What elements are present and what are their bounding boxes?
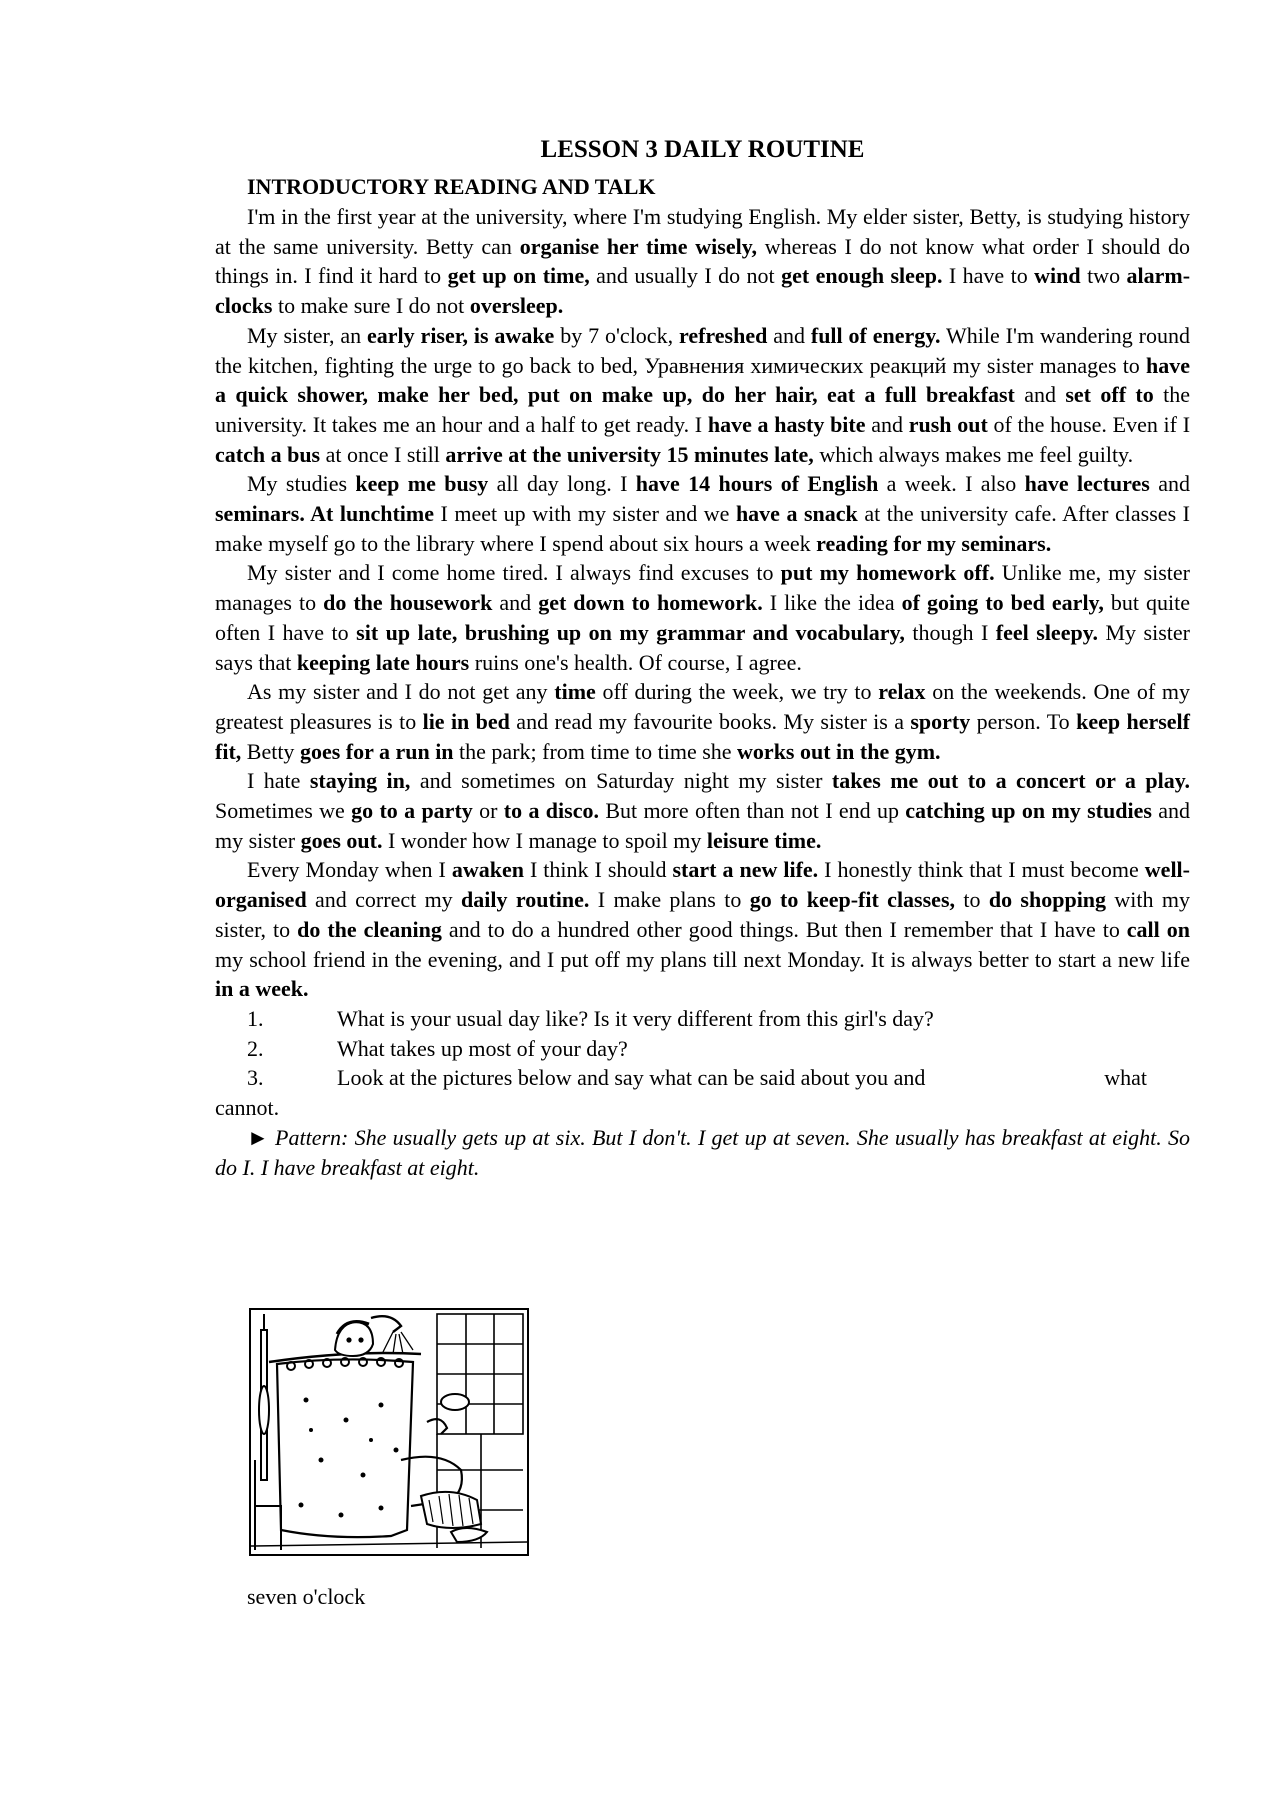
text-run: at once I still — [320, 441, 446, 467]
paragraph — [215, 855, 1190, 1004]
key-phrase: rush out — [908, 411, 988, 437]
text-run: a week. I also — [878, 471, 1025, 497]
text-run: and correct my — [306, 887, 462, 913]
key-phrase: daily routine. — [461, 887, 590, 913]
text-run: and sometimes on Saturday night my sister — [410, 768, 832, 794]
key-phrase: awaken — [451, 857, 524, 883]
water-spray — [383, 1332, 413, 1354]
key-phrase: organise her time wisely, — [519, 233, 757, 259]
text-run: My sister and I come home tired. I always find excuses to — [247, 560, 781, 586]
text-run: at the university cafe. After classes I make myself go to the library where I spend about six hours a week — [215, 501, 1190, 556]
text-run: my school friend in the evening, and I put off my plans till next Monday. It is always better to start a new life — [215, 946, 1190, 972]
key-phrase: get down to homework. — [538, 590, 763, 616]
text-run: I honestly think that I must become — [818, 857, 1145, 883]
key-phrase: have a quick shower, make her bed, put on make up, do her hair, eat a full breakfast — [215, 352, 1190, 408]
question-text-tail: what — [1104, 1065, 1147, 1091]
text-run: But more often than not I end up — [598, 798, 906, 824]
key-phrase: do the housework — [323, 590, 493, 616]
question-item — [215, 1004, 1190, 1034]
text-run: My studies — [247, 471, 356, 497]
key-phrase: sporty — [910, 708, 971, 734]
text-run: and to do a hundred other good things. But then I remember that I have to — [441, 916, 1127, 942]
question-item — [215, 1034, 1190, 1064]
key-phrase: to a disco. — [503, 798, 599, 824]
text-run: with my sister, to — [215, 887, 1190, 942]
key-phrase: go to a party — [351, 798, 473, 824]
text-run: the park; from time to time she — [453, 738, 738, 764]
text-run: ruins one's health. Of course, I agree. — [469, 649, 802, 675]
text-run: I wonder how I manage to spoil my — [382, 827, 707, 853]
question-text-continued: cannot. — [215, 1095, 280, 1121]
question-number: 2. — [247, 1035, 264, 1061]
question-text: What is your usual day like? Is it very different from this girl's day? — [337, 1005, 934, 1031]
key-phrase: get up on time, — [447, 263, 590, 289]
text-run: Betty — [241, 738, 300, 764]
text-run: of the house. Even if I — [987, 411, 1191, 437]
key-phrase: relax — [878, 679, 926, 705]
key-phrase: alarm-clocks — [215, 263, 1191, 319]
text-run: Sometimes we — [215, 798, 352, 824]
text-run: all day long. I — [488, 471, 636, 497]
text-run: and — [492, 590, 539, 616]
question-number: 3. — [247, 1065, 264, 1091]
shower-illustration — [249, 1308, 529, 1556]
question-item — [215, 1063, 1190, 1122]
text-run: and usually I do not — [589, 263, 782, 289]
shower-head — [371, 1316, 401, 1332]
key-phrase: get enough sleep. — [781, 263, 943, 289]
text-run: or — [472, 798, 504, 824]
key-phrase: have a snack — [735, 501, 858, 527]
figure-caption: seven o'clock — [247, 1584, 366, 1609]
key-phrase: seminars. At lunchtime — [215, 501, 434, 527]
key-phrase: call on — [1126, 916, 1190, 942]
key-phrase: well-organised — [215, 857, 1190, 913]
key-phrase: start a new life. — [672, 857, 819, 883]
key-phrase: full of energy. — [810, 322, 941, 348]
text-run: and — [767, 322, 811, 348]
key-phrase: wind — [1034, 263, 1081, 289]
key-phrase: do shopping — [988, 887, 1107, 913]
text-run: person. To — [970, 708, 1077, 734]
text-run: whereas I do not know what order I should do things in. I find it hard to — [215, 233, 1191, 289]
paragraph — [215, 469, 1190, 558]
text-run: the university. It takes me an hour and a half to get ready. I — [215, 382, 1190, 437]
document-page — [215, 132, 1190, 1182]
question-number: 1. — [247, 1005, 264, 1031]
floor-line — [251, 1542, 527, 1546]
text-run: though I — [904, 619, 996, 645]
question-text: Look at the pictures below and say what can be said about you and — [337, 1065, 926, 1091]
key-phrase: put my homework off. — [780, 560, 995, 586]
text-run: I'm in the first year at the university, where I'm studying English. My elder sister, Betty, is studying history at the same university. Betty can — [215, 204, 1190, 259]
key-phrase: leisure time. — [706, 827, 822, 853]
text-run: on the weekends. One of my greatest pleasures is to — [215, 679, 1190, 734]
key-phrase: in a week. — [215, 976, 309, 1002]
text-run: My sister says that — [215, 619, 1190, 675]
pattern-text: Pattern: She usually gets up at six. But I don't. I get up at seven. She usually has breakfast at eight. So do I. I have breakfast at eight. — [215, 1124, 1190, 1180]
key-phrase: goes for a run in — [299, 738, 454, 764]
key-phrase: keep me busy — [355, 471, 489, 497]
key-phrase: lie in bed — [422, 708, 510, 734]
text-run: I meet up with my sister and we — [434, 501, 736, 527]
text-run: My sister, an — [247, 322, 368, 348]
lesson-title: LESSON 3 DAILY ROUTINE — [540, 136, 865, 163]
pattern-example — [215, 1123, 1190, 1182]
key-phrase: of going to bed early, — [901, 590, 1104, 616]
key-phrase: arrive at the university 15 minutes late, — [445, 441, 814, 467]
text-run: and read my favourite books. My sister is a — [509, 708, 911, 734]
text-run: but quite often I have to — [215, 590, 1190, 645]
key-phrase: staying in, — [309, 768, 411, 794]
paragraph — [215, 202, 1190, 321]
key-phrase: keeping late hours — [296, 649, 470, 675]
text-run: As my sister and I do not get any — [247, 679, 555, 705]
text-run: off during the week, we try to — [595, 679, 879, 705]
key-phrase: sit up late, brushing up on my grammar and vocabulary, — [356, 619, 905, 645]
key-phrase: refreshed — [678, 322, 768, 348]
shower-curtain — [277, 1359, 413, 1537]
text-run: to make sure I do not — [272, 293, 470, 319]
key-phrase: early riser, is awake — [367, 322, 555, 348]
key-phrase: set off to — [1065, 382, 1154, 408]
key-phrase: go to keep-fit classes, — [749, 887, 956, 913]
key-phrase: have 14 hours of English — [635, 471, 879, 497]
text-run: which always makes me feel guilty. — [813, 441, 1134, 467]
key-phrase: works out in the gym. — [737, 738, 941, 764]
key-phrase: have a hasty bite — [707, 411, 866, 437]
key-phrase: catch a bus — [215, 441, 321, 467]
question-list — [215, 1004, 1190, 1123]
text-run: by 7 o'clock, — [554, 322, 679, 348]
key-phrase: time — [554, 679, 596, 705]
paragraph — [215, 558, 1190, 677]
paragraph — [215, 321, 1190, 470]
key-phrase: reading for my seminars. — [816, 530, 1052, 556]
text-run: and my sister — [215, 798, 1191, 853]
key-phrase: do the cleaning — [297, 916, 442, 942]
text-run: two — [1080, 263, 1127, 289]
text-run: While I'm wandering round the kitchen, fighting the urge to go back to bed, Уравнения химических реакций my sister manages to — [215, 322, 1191, 378]
key-phrase: catching up on my studies — [905, 798, 1152, 824]
text-run: I make plans to — [589, 887, 750, 913]
paragraph — [215, 677, 1190, 766]
text-run: I have to — [942, 263, 1035, 289]
text-run: to — [955, 887, 989, 913]
text-run: and — [1014, 382, 1066, 408]
text-run: I think I should — [523, 857, 673, 883]
text-run: I hate — [247, 768, 310, 794]
section-heading: INTRODUCTORY READING AND TALK — [247, 174, 656, 199]
key-phrase: have lectures — [1024, 471, 1150, 497]
key-phrase: goes out. — [300, 827, 383, 853]
key-phrase: oversleep. — [469, 293, 564, 319]
text-run: I like the idea — [762, 590, 902, 616]
paragraph — [215, 766, 1190, 855]
reading-text — [215, 202, 1190, 1004]
key-phrase: feel sleepy. — [995, 619, 1098, 645]
arrow-icon: ► — [247, 1124, 269, 1150]
key-phrase: takes me out to a concert or a play. — [831, 768, 1190, 794]
text-run: and — [865, 411, 909, 437]
question-text: What takes up most of your day? — [337, 1035, 628, 1061]
key-phrase: keep herself fit, — [215, 708, 1190, 764]
text-run: Every Monday when I — [247, 857, 452, 883]
text-run: and — [1149, 471, 1190, 497]
text-run: Unlike me, my sister manages to — [215, 560, 1191, 616]
